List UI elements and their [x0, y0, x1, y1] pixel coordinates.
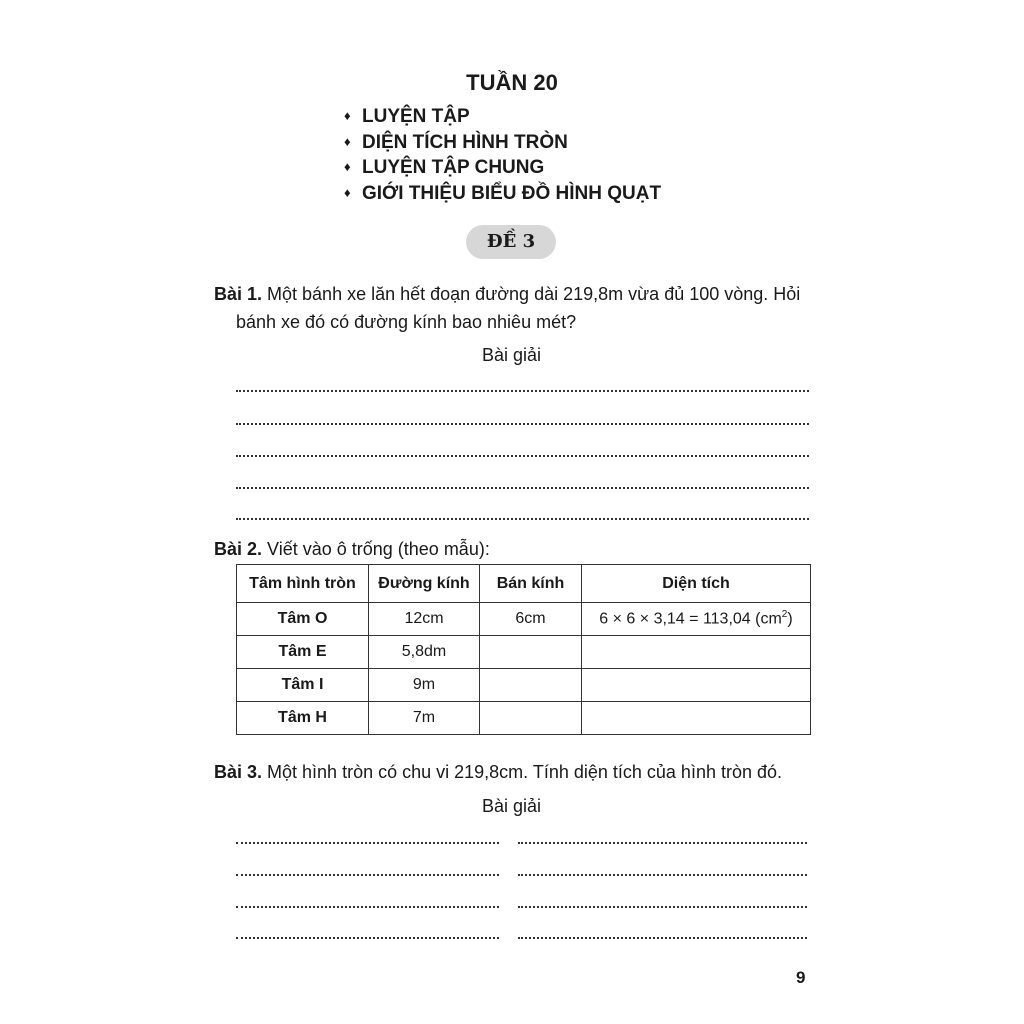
table-cell-radius[interactable]	[480, 669, 582, 702]
answer-line[interactable]	[236, 874, 499, 876]
topic-item: ♦ DIỆN TÍCH HÌNH TRÒN	[344, 129, 661, 155]
diamond-bullet-icon: ♦	[344, 184, 351, 200]
answer-line[interactable]	[236, 937, 499, 939]
answer-line[interactable]	[236, 487, 809, 489]
topic-item: ♦ LUYỆN TẬP	[344, 103, 661, 129]
answer-line[interactable]	[236, 390, 809, 392]
page-number: 9	[796, 968, 806, 987]
table-header-cell: Đường kính	[369, 565, 480, 603]
table-cell-diameter: 7m	[369, 702, 480, 735]
table-cell-center: Tâm O	[237, 603, 369, 636]
answer-line[interactable]	[236, 455, 809, 457]
exercise1-solution-label: Bài giải	[482, 345, 542, 365]
table-cell-radius[interactable]	[480, 636, 582, 669]
table-cell-area[interactable]	[582, 669, 811, 702]
table-cell-center: Tâm I	[237, 669, 369, 702]
table-row	[237, 669, 811, 702]
exam-badge: ĐỀ 3	[466, 225, 556, 259]
topic-list	[344, 103, 661, 205]
answer-line[interactable]	[236, 906, 499, 908]
diamond-bullet-icon: ♦	[344, 159, 351, 174]
table-cell-diameter: 12cm	[369, 603, 480, 636]
table-cell-diameter: 5,8dm	[369, 636, 480, 669]
table-header-cell: Diện tích	[582, 565, 811, 603]
table-row	[237, 702, 811, 735]
answer-line[interactable]	[518, 906, 807, 908]
topic-item: ♦ LUYỆN TẬP CHUNG	[344, 154, 661, 180]
table-cell-diameter: 9m	[369, 669, 480, 702]
table-cell-radius[interactable]	[480, 702, 582, 735]
table-header-cell: Bán kính	[480, 565, 582, 603]
answer-line[interactable]	[236, 842, 499, 844]
answer-line[interactable]	[518, 937, 807, 939]
exercise2-label: Bài 2.	[214, 539, 263, 559]
exercise2-question: Bài 2. Viết vào ô trống (theo mẫu):	[214, 539, 490, 559]
exercise3-question: Bài 3. Một hình tròn có chu vi 219,8cm. Tính diện tích của hình tròn đó.	[214, 762, 783, 782]
topic-item: ♦ GIỚI THIỆU BIỂU ĐỒ HÌNH QUẠT	[344, 180, 661, 206]
circle-area-table	[236, 564, 811, 735]
table-cell-center: Tâm E	[237, 636, 369, 669]
table-row	[237, 603, 811, 636]
week-title: TUẦN 20	[466, 70, 558, 95]
exercise1-question: Bài 1. Một bánh xe lăn hết đoạn đường dài 219,8m vừa đủ 100 vòng. Hỏi	[214, 284, 801, 304]
table-header-cell: Tâm hình tròn	[237, 565, 369, 603]
answer-line[interactable]	[236, 518, 809, 520]
answer-line[interactable]	[518, 842, 807, 844]
exercise3-solution-label: Bài giải	[482, 796, 542, 816]
table-row	[237, 636, 811, 669]
exercise1-question-cont: bánh xe đó có đường kính bao nhiêu mét?	[236, 312, 577, 332]
exercise1-label: Bài 1.	[214, 284, 263, 304]
diamond-bullet-icon: ♦	[344, 133, 351, 149]
table-cell-area: 6 × 6 × 3,14 = 113,04 $(cm^2)$	[582, 603, 811, 636]
answer-line[interactable]	[518, 874, 807, 876]
exercise3-label: Bài 3.	[214, 762, 263, 782]
diamond-bullet-icon: ♦	[344, 108, 351, 123]
answer-line[interactable]	[236, 423, 809, 425]
table-cell-radius: 6cm	[480, 603, 582, 636]
table-cell-center: Tâm H	[237, 702, 369, 735]
table-cell-area[interactable]	[582, 636, 811, 669]
table-cell-area[interactable]	[582, 702, 811, 735]
table-header-row	[237, 565, 811, 603]
